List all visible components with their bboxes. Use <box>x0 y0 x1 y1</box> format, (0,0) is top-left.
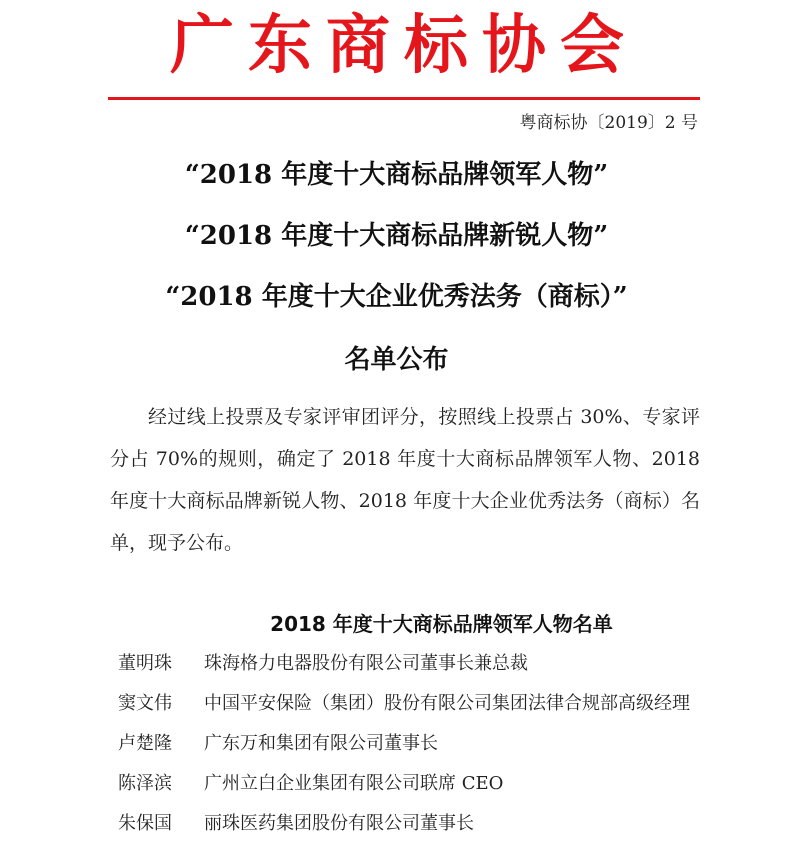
person-name: 朱保国 <box>118 813 172 834</box>
person-title: 丽珠医药集团股份有限公司董事长 <box>204 813 474 834</box>
list-item <box>118 768 788 808</box>
list-item <box>118 688 788 728</box>
heading-leading-figures: “2018 年度十大商标品牌领军人物” <box>184 160 609 190</box>
org-letterhead-title: 广东商标协会 <box>170 8 638 83</box>
list-title: 2018 年度十大商标品牌领军人物名单 <box>270 612 613 636</box>
person-name: 卢楚隆 <box>118 733 172 754</box>
person-title: 中国平安保险（集团）股份有限公司集团法律合规部高级经理 <box>204 693 690 714</box>
people-list <box>118 648 788 848</box>
list-item <box>118 648 788 688</box>
document-number: 粤商标协〔2019〕2 号 <box>519 113 698 133</box>
person-title: 广州立白企业集团有限公司联席 CEO <box>204 773 504 794</box>
person-name: 陈泽滨 <box>118 773 172 794</box>
letterhead-red-divider <box>108 97 700 100</box>
person-title: 广东万和集团有限公司董事长 <box>204 733 438 754</box>
person-name: 董明珠 <box>118 653 172 674</box>
person-title: 珠海格力电器股份有限公司董事长兼总裁 <box>204 653 528 674</box>
list-item <box>118 808 788 848</box>
person-name: 窦文伟 <box>118 693 172 714</box>
list-item <box>118 728 788 768</box>
intro-paragraph: 经过线上投票及专家评审团评分，按照线上投票占 30%、专家评分占 70%的规则，确定了 2018 年度十大商标品牌领军人物、2018 年度十大商标品牌新锐人物、2018 年度十大企业优秀法务（商标）名单，现予公布。 <box>110 406 700 554</box>
heading-legal-affairs: “2018 年度十大企业优秀法务（商标）” <box>165 282 628 312</box>
heading-emerging-figures: “2018 年度十大商标品牌新锐人物” <box>184 221 609 251</box>
heading-list-announcement: 名单公布 <box>344 345 449 375</box>
